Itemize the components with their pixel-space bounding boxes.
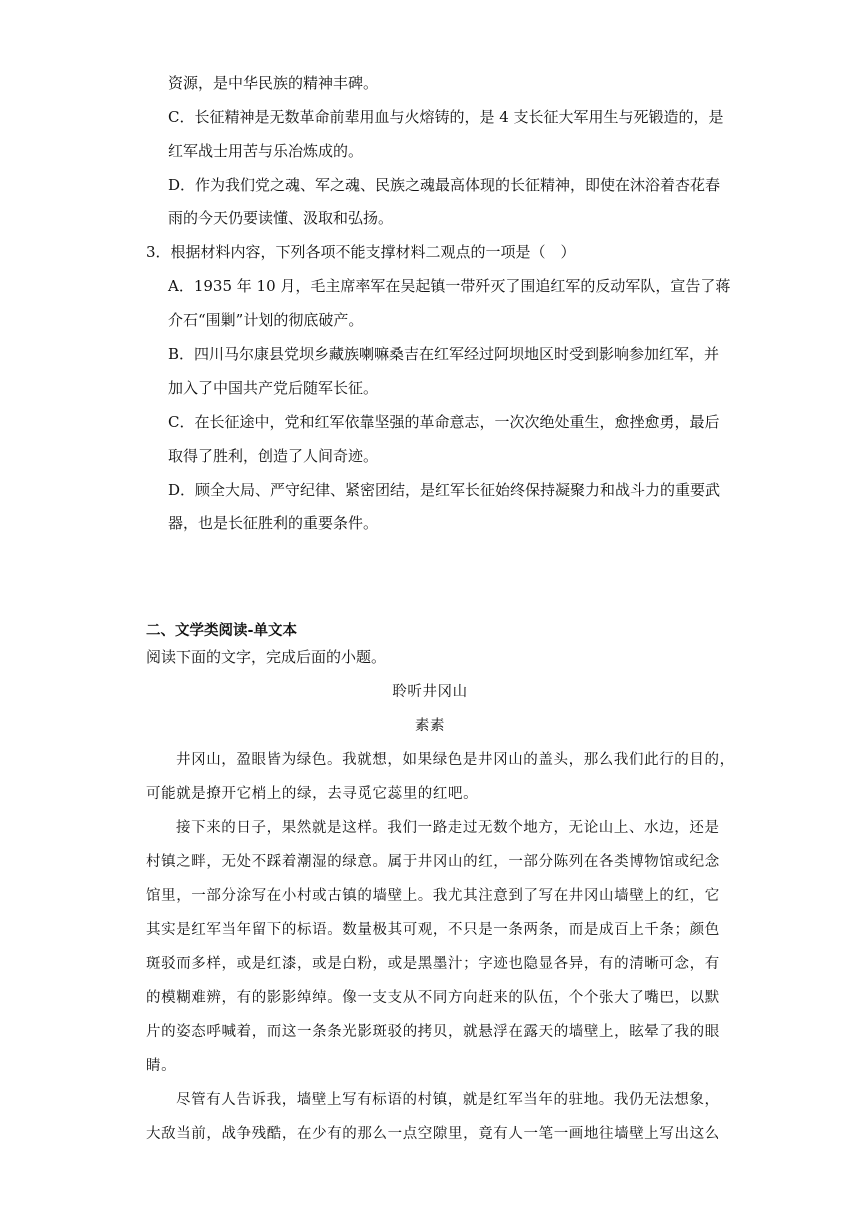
paragraph-3-line: 尽管有人告诉我，墙壁上写有标语的村镇，就是红军当年的驻地。我仍无法想象， <box>176 1092 720 1108</box>
q3-option-d-cont: 器，也是长征胜利的重要条件。 <box>168 514 379 532</box>
q2-option-d-cont: 雨的今天仍要读懂、汲取和弘扬。 <box>168 209 394 227</box>
q3-option-a-cont: 介石“围剿”计划的彻底破产。 <box>168 311 364 329</box>
q3-option-a: A．1935 年 10 月，毛主席率军在吴起镇一带歼灭了围追红军的反动军队，宣告了蒋 <box>168 277 731 295</box>
paragraph-3-line: 大敌当前，战争残酷，在少有的那么一点空隙里，竟有人一笔一画地往墙壁上写出这么 <box>146 1126 720 1142</box>
option-text: 资源，是中华民族的精神丰碑。 <box>168 74 379 92</box>
paragraph-2-line: 馆里，一部分涂写在小村或古镇的墙壁上。我尤其注意到了写在井冈山墙壁上的红，它 <box>146 888 720 904</box>
q2-option-d: D．作为我们党之魂、军之魂、民族之魂最高体现的长征精神，即使在沐浴着杏花春 <box>168 176 721 194</box>
q2-option-c: C．长征精神是无数革命前辈用血与火熔铸的，是 4 支长征大军用生与死锻造的，是 <box>168 108 724 126</box>
article-title: 聆听井冈山 <box>392 684 468 700</box>
q2-option-c-cont: 红军战士用苦与乐冶炼成的。 <box>168 142 364 160</box>
q3-option-c-cont: 取得了胜利，创造了人间奇迹。 <box>168 447 379 465</box>
q3-option-c: C．在长征途中，党和红军依靠坚强的革命意志，一次次绝处重生，愈挫愈勇，最后 <box>168 413 720 431</box>
paragraph-2-line: 的模糊难辨，有的影影绰绰。像一支支从不同方向赶来的队伍，个个张大了嘴巴，以默 <box>146 990 720 1006</box>
q3-option-b-cont: 加入了中国共产党后随军长征。 <box>168 379 379 397</box>
paragraph-2-line: 其实是红军当年留下的标语。数量极其可观，不只是一条两条，而是成百上千条；颜色 <box>146 922 720 938</box>
paragraph-1-line: 可能就是撩开它梢上的绿，去寻觅它蕊里的红吧。 <box>146 786 479 802</box>
paragraph-2-line: 睛。 <box>146 1058 177 1074</box>
paragraph-2-line: 斑驳而多样，或是红漆，或是白粉，或是黑墨汁；字迹也隐显各异，有的清晰可念，有 <box>146 956 720 972</box>
paragraph-2-line: 接下来的日子，果然就是这样。我们一路走过无数个地方，无论山上、水边，还是 <box>176 820 720 836</box>
question-3-stem: 3．根据材料内容，下列各项不能支撑材料二观点的一项是（ ） <box>146 243 576 261</box>
q3-option-b: B．四川马尔康县党坝乡藏族喇嘛桑吉在红军经过阿坝地区时受到影响参加红军，并 <box>168 345 720 363</box>
reading-instruction: 阅读下面的文字，完成后面的小题。 <box>146 648 387 666</box>
paragraph-2-line: 片的姿态呼喊着，而这一条条光影斑驳的拷贝，就悬浮在露天的墙壁上，眩晕了我的眼 <box>146 1024 720 1040</box>
article-author: 素素 <box>414 718 446 734</box>
paragraph-1-line: 井冈山，盈眼皆为绿色。我就想，如果绿色是井冈山的盖头，那么我们此行的目的， <box>176 752 735 768</box>
paragraph-2-line: 村镇之畔，无处不踩着潮湿的绿意。属于井冈山的红，一部分陈列在各类博物馆或纪念 <box>146 854 720 870</box>
q3-option-d: D．顾全大局、严守纪律、紧密团结，是红军长征始终保持凝聚力和战斗力的重要武 <box>168 481 721 499</box>
section-heading: 二、文学类阅读-单文本 <box>146 623 298 639</box>
